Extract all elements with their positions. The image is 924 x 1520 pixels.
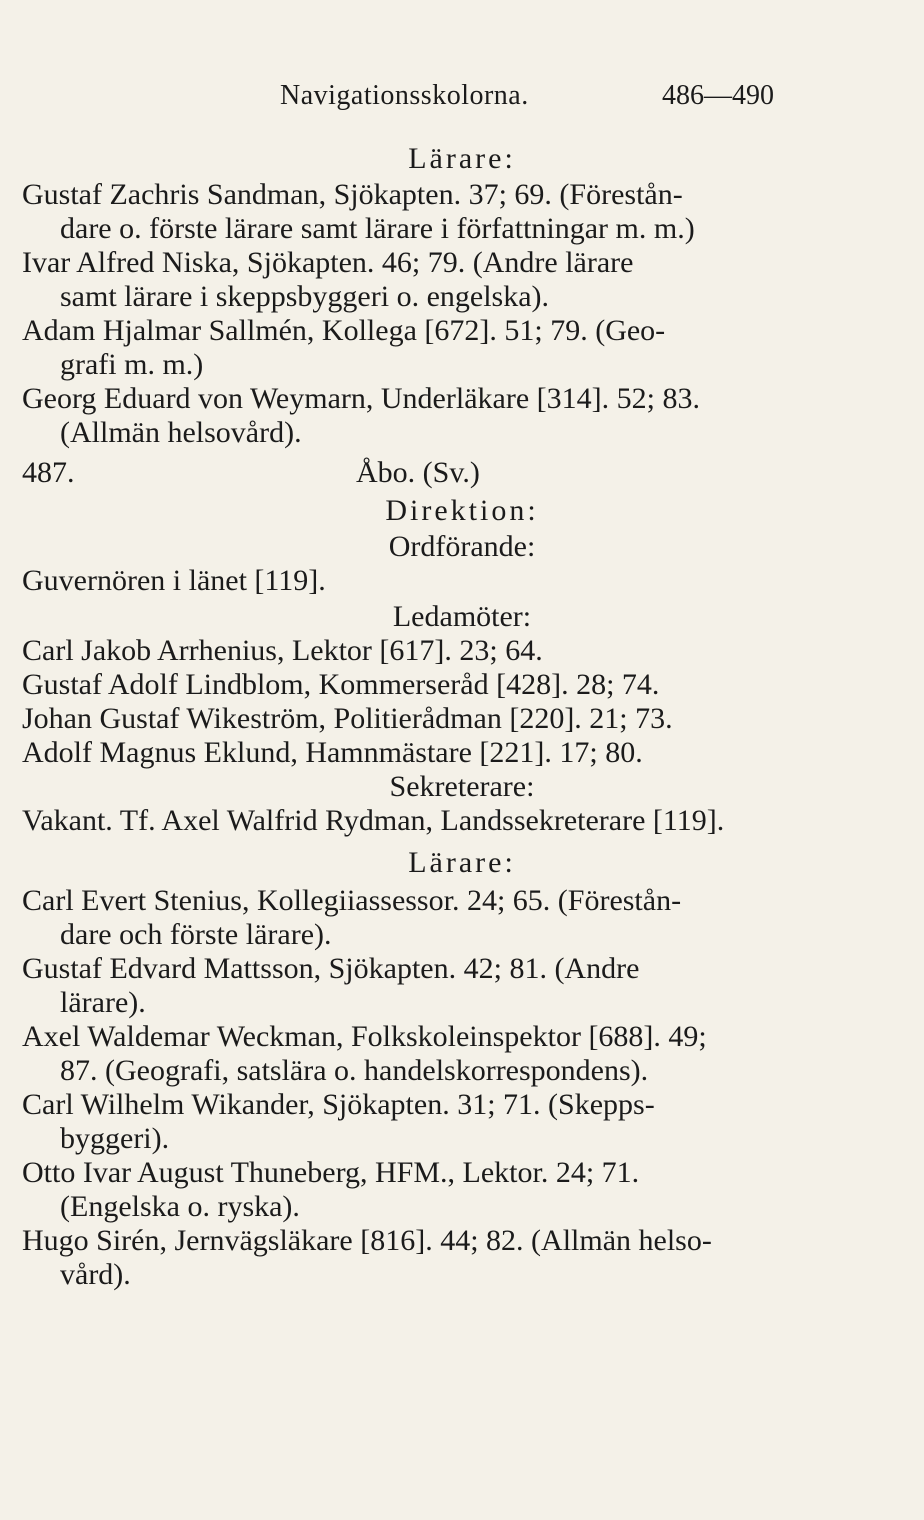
sekreterare-heading: Sekreterare: [389,770,535,803]
entry-line: Ivar Alfred Niska, Sjökapten. 46; 79. (Andre lärare [22,246,634,279]
section-487-number: 487. [22,456,75,489]
ledamot-entry: Adolf Magnus Eklund, Hamnmästare [221]. 17; 80. [22,736,643,769]
teacher-line: (Engelska o. ryska). [60,1190,300,1223]
teacher-line: Hugo Sirén, Jernvägsläkare [816]. 44; 82. (Allmän helso- [22,1224,712,1257]
teacher-line: dare och förste lärare). [60,918,332,951]
teacher-line: lärare). [60,986,146,1019]
ledamot-entry: Johan Gustaf Wikeström, Politierådman [220]. 21; 73. [22,702,673,735]
teacher-line: Gustaf Edvard Mattsson, Sjökapten. 42; 81. (Andre [22,952,640,985]
sekreterare-entry: Vakant. Tf. Axel Walfrid Rydman, Landssekreterare [119]. [22,804,725,837]
entry-line: Georg Eduard von Weymarn, Underläkare [314]. 52; 83. [22,382,700,415]
entry-line: (Allmän helsovård). [60,416,302,449]
entry-line: samt lärare i skeppsbyggeri o. engelska). [60,280,550,313]
entry-line: Adam Hjalmar Sallmén, Kollega [672]. 51; 79. (Geo- [22,314,666,347]
ledamoter-heading: Ledamöter: [392,600,532,633]
teacher-line: vård). [60,1258,131,1291]
section-487-teachers-heading: Lärare: [408,846,516,879]
teacher-line: Carl Evert Stenius, Kollegiiassessor. 24; 65. (Förestån- [22,884,682,917]
teacher-line: Axel Waldemar Weckman, Folkskoleinspektor [688]. 49; [22,1020,707,1053]
running-header-range: 486—490 [662,80,774,111]
ledamot-entry: Carl Jakob Arrhenius, Lektor [617]. 23; 64. [22,634,543,667]
teacher-line: Otto Ivar August Thuneberg, HFM., Lektor. 24; 71. [22,1156,640,1189]
ledamot-entry: Gustaf Adolf Lindblom, Kommerseråd [428]. 28; 74. [22,668,660,701]
running-header-title: Navigationsskolorna. [280,80,529,111]
direktion-heading: Direktion: [385,494,539,527]
entry-line: Gustaf Zachris Sandman, Sjökapten. 37; 69. (Förestån- [22,178,683,211]
section-486-teachers-heading: Lärare: [408,142,516,175]
ordforande-entry: Guvernören i länet [119]. [22,564,326,597]
section-487-place: Åbo. (Sv.) [356,456,480,489]
teacher-line: Carl Wilhelm Wikander, Sjökapten. 31; 71. (Skepps- [22,1088,655,1121]
teacher-line: 87. (Geografi, satslära o. handelskorrespondens). [60,1054,649,1087]
ordforande-heading: Ordförande: [388,530,536,563]
entry-line: dare o. förste lärare samt lärare i författningar m. m.) [60,212,695,245]
teacher-line: byggeri). [60,1122,170,1155]
entry-line: grafi m. m.) [60,348,204,381]
